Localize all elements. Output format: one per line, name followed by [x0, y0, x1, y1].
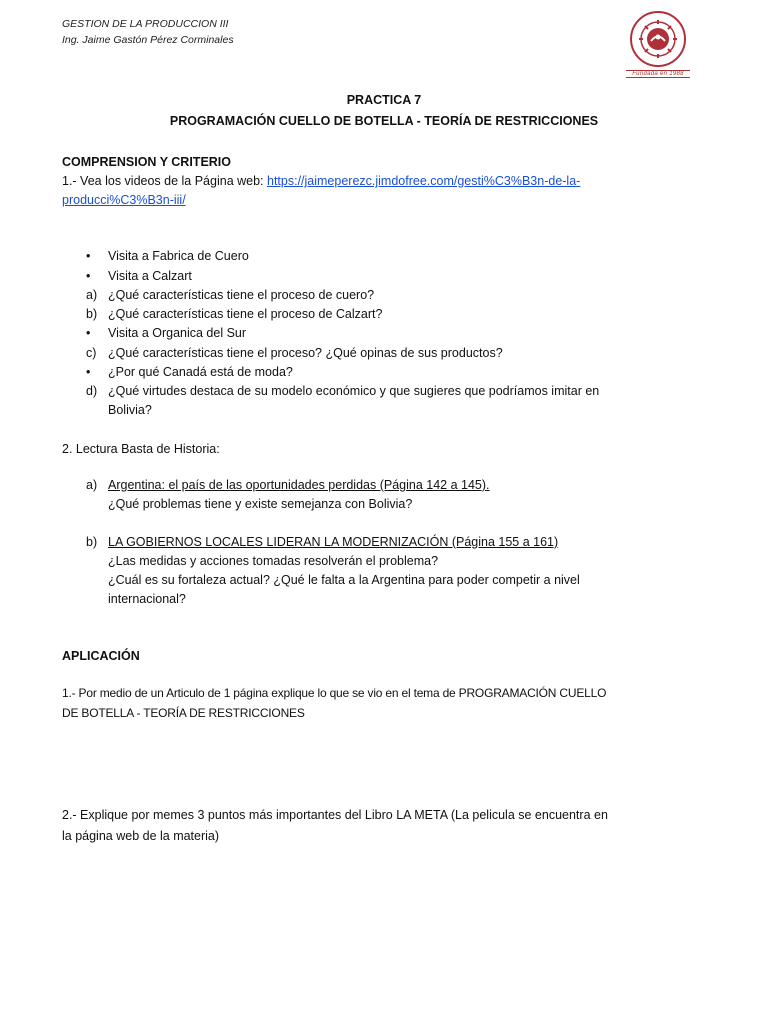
- application-task-1: 1.- Por medio de un Articulo de 1 página explique lo que se vio en el tema de PROGRAMACIÓN CUELLO: [62, 686, 607, 700]
- list-item: d) ¿Qué virtudes destaca de su modelo económico y que sugieres que podríamos imitar en: [86, 384, 600, 398]
- course-website-link[interactable]: https://jaimeperezc.jimdofree.com/gesti%C3%B3n-de-la-: [267, 174, 581, 188]
- question-1-line: [62, 172, 580, 191]
- list-item: • Visita a Fabrica de Cuero: [86, 249, 249, 263]
- list-item-cont: Bolivia?: [108, 403, 152, 417]
- reading-item-a: a) Argentina: el país de las oportunidades perdidas (Página 142 a 145).: [86, 478, 490, 492]
- page-header: [62, 16, 234, 48]
- list-item: • ¿Por qué Canadá está de moda?: [86, 365, 293, 379]
- reading-question: ¿Qué problemas tiene y existe semejanza con Bolivia?: [108, 497, 413, 511]
- logo-caption: Fundada en 1988: [626, 70, 690, 78]
- application-task-2-cont: la página web de la materia): [62, 829, 220, 843]
- reading-question: ¿Las medidas y acciones tomadas resolverán el problema?: [108, 554, 439, 568]
- section-heading-aplicacion: APLICACIÓN: [62, 649, 140, 663]
- course-website-link-cont[interactable]: producci%C3%B3n-iii/: [62, 193, 186, 207]
- section-heading-comprension: COMPRENSION Y CRITERIO: [62, 155, 232, 169]
- list-item: b) ¿Qué características tiene el proceso de Calzart?: [86, 307, 383, 321]
- university-logo: [626, 10, 690, 78]
- practice-title: PROGRAMACIÓN CUELLO DE BOTELLA - TEORÍA DE RESTRICCIONES: [169, 114, 599, 128]
- practice-number: PRACTICA 7: [346, 93, 422, 107]
- course-name: GESTION DE LA PRODUCCION III: [62, 18, 229, 30]
- application-task-2: 2.- Explique por memes 3 puntos más importantes del Libro LA META (La pelicula se encuentra en: [62, 808, 608, 822]
- instructor-name: Ing. Jaime Gastón Pérez Corminales: [62, 34, 234, 46]
- list-item: • Visita a Organica del Sur: [86, 326, 247, 340]
- question-1-text: 1.- Vea los videos de la Página web:: [62, 174, 267, 188]
- list-item: c) ¿Qué características tiene el proceso? ¿Qué opinas de sus productos?: [86, 346, 503, 360]
- application-task-1-cont: DE BOTELLA - TEORÍA DE RESTRICCIONES: [62, 706, 305, 720]
- reading-question: ¿Cuál es su fortaleza actual? ¿Qué le falta a la Argentina para poder competir a nivel: [108, 573, 580, 587]
- reading-question-cont: internacional?: [108, 592, 186, 606]
- university-seal-icon: [626, 10, 690, 68]
- list-item: • Visita a Calzart: [86, 269, 192, 283]
- section-heading-lectura: 2. Lectura Basta de Historia:: [62, 442, 220, 456]
- reading-item-b: b) LA GOBIERNOS LOCALES LIDERAN LA MODERNIZACIÓN (Página 155 a 161): [86, 535, 559, 549]
- list-item: a) ¿Qué características tiene el proceso de cuero?: [86, 288, 375, 302]
